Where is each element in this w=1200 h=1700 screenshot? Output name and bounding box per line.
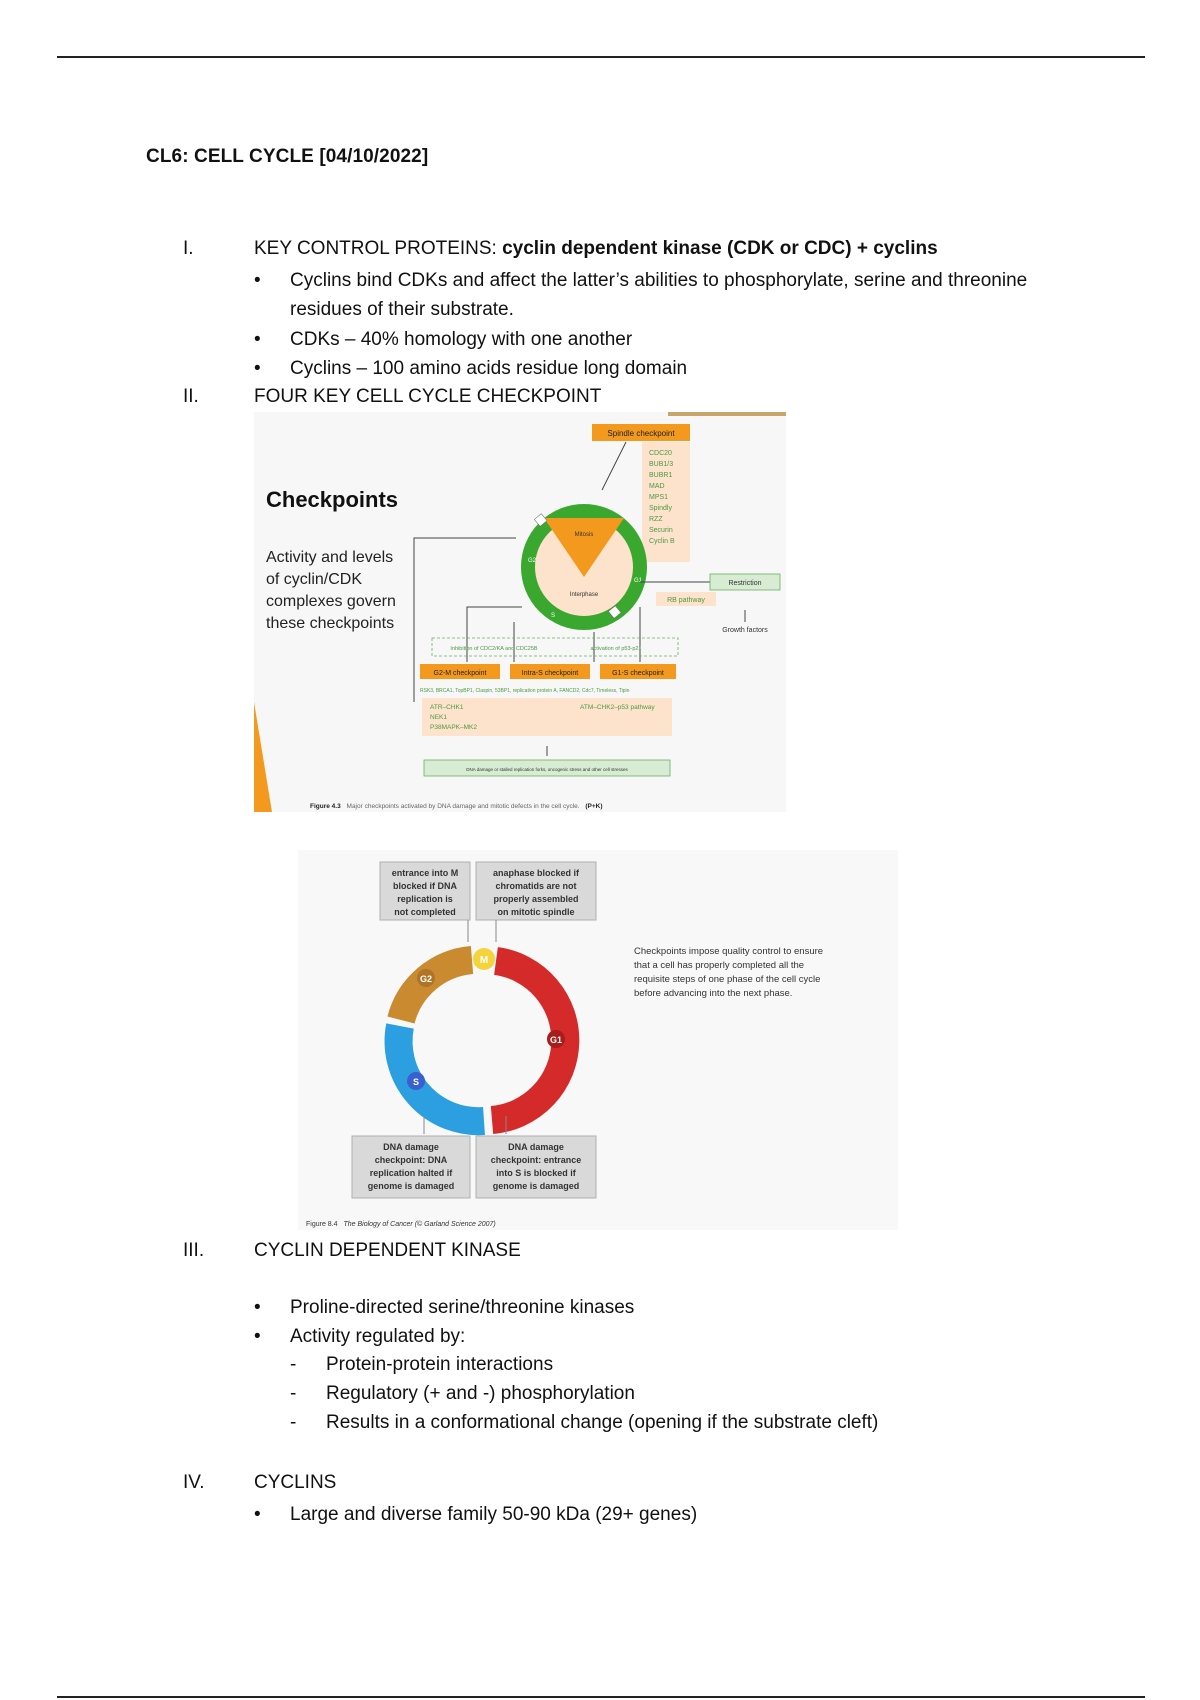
- subitem-text: Results in a conformational change (opening if the substrate cleft): [326, 1412, 879, 1433]
- section-1-heading-prefix: KEY CONTROL PROTEINS:: [254, 238, 503, 259]
- side-note-line-4: before advancing into the next phase.: [634, 988, 793, 999]
- left-pathway-line-1: ATR–CHK1: [430, 704, 464, 711]
- ring-phase-g2: G2: [528, 558, 537, 564]
- cell-cycle-checkpoint-figure: [298, 850, 898, 1230]
- subitem-text: Regulatory (+ and -) phosphorylation: [326, 1383, 635, 1404]
- side-note-line-1: Checkpoints impose quality control to ensure: [634, 946, 824, 957]
- fig2-caption: The Biology of Cancer (© Garland Science 2007): [343, 1221, 496, 1228]
- bullet-dot: •: [254, 1504, 261, 1525]
- bottom-rule: [57, 1696, 1145, 1698]
- section-1-heading-bold: cyclin dependent kinase (CDK or CDC) + cyclins: [502, 238, 938, 259]
- bullet-text: CDKs – 40% homology with one another: [290, 329, 633, 350]
- section-1-bullet-1: [254, 266, 1028, 326]
- subitem-text: Protein-protein interactions: [326, 1354, 554, 1375]
- box-entrance-s-line-1: DNA damage: [508, 1142, 564, 1152]
- box-replication-line-1: DNA damage: [383, 1142, 439, 1152]
- svg-text:Figure 4.3 Major checkpoin: [310, 803, 603, 810]
- section-4-heading: CYCLINS: [254, 1472, 337, 1493]
- side-note-line-3: requisite steps of one phase of the cell cycle: [634, 974, 821, 985]
- bullet-text: Cyclins bind CDKs and affect the latter’s abilities to phosphorylate, serine and threonine residues of their substrate.: [290, 270, 1028, 320]
- subitem-dash: -: [290, 1412, 297, 1433]
- spindle-protein-4: MAD: [649, 483, 665, 490]
- box-entrance-s-line-3: into S is blocked if: [496, 1168, 576, 1178]
- section-3-heading: CYCLIN DEPENDENT KINASE: [254, 1240, 521, 1261]
- left-pathway-line-3: P38MAPK–MK2: [430, 724, 477, 731]
- box-anaphase-line-2: chromatids are not: [495, 881, 577, 891]
- box-replication-line-2: checkpoint: DNA: [374, 1155, 448, 1165]
- box-entrance-s-line-2: checkpoint: entrance: [490, 1155, 582, 1165]
- dna-damage-label: DNA damage or stalled replication forks, oncogenic stress and other cell stresses: [466, 767, 628, 772]
- box-replication-line-3: replication halted if: [369, 1168, 453, 1178]
- side-note-line-2: that a cell has properly completed all the: [634, 960, 805, 971]
- spindle-checkpoint-label: Spindle checkpoint: [607, 429, 675, 438]
- rb-pathway-label: RB pathway: [667, 597, 705, 604]
- bullet-dot: •: [254, 358, 261, 379]
- restriction-label: Restriction: [728, 580, 762, 587]
- ring-phase-m: M: [580, 500, 585, 506]
- phase-s-label: S: [412, 1077, 420, 1087]
- activation-label: activation of p53-p21: [590, 646, 642, 652]
- bullet-dot: •: [254, 270, 261, 291]
- box-anaphase-line-3: properly assembled: [493, 894, 579, 904]
- spindle-protein-2: BUB1/3: [649, 461, 674, 468]
- fig1-desc-line-2: of cyclin/CDK: [266, 571, 363, 588]
- box-replication-line-4: genome is damaged: [367, 1181, 455, 1191]
- intra-s-checkpoint-label: Intra-S checkpoint: [521, 670, 579, 677]
- fig1-caption-prefix: Figure 4.3: [310, 803, 341, 810]
- phase-g2-label: G2: [419, 974, 433, 984]
- section-1-numeral: I.: [183, 238, 194, 259]
- box-entrance-s-line-4: genome is damaged: [492, 1181, 580, 1191]
- spindle-protein-9: Cyclin B: [649, 538, 675, 545]
- section-2-heading: FOUR KEY CELL CYCLE CHECKPOINT: [254, 386, 602, 407]
- left-pathway-line-2: NEK1: [430, 714, 447, 721]
- bullet-text: Proline-directed serine/threonine kinases: [290, 1297, 635, 1318]
- section-3-numeral: III.: [183, 1240, 205, 1261]
- g1s-checkpoint-label: G1-S checkpoint: [612, 670, 664, 677]
- phase-m-label: M: [479, 955, 489, 966]
- spindle-protein-3: BUBR1: [649, 472, 673, 479]
- box-entrance-line-2: blocked if DNA: [392, 881, 458, 891]
- spindle-protein-1: CDC20: [649, 450, 672, 457]
- fig1-desc-line-3: complexes govern: [266, 593, 396, 610]
- spindle-protein-5: MPS1: [649, 494, 669, 501]
- mitosis-label: Mitosis: [574, 532, 594, 538]
- bullet-dot: •: [254, 1297, 261, 1318]
- growth-factors-label: Growth factors: [722, 627, 768, 634]
- interphase-label: Interphase: [569, 592, 599, 598]
- fig2-caption-prefix: Figure 8.4: [306, 1221, 338, 1228]
- checkpoints-figure: [254, 412, 786, 812]
- section-1-heading: [254, 238, 938, 260]
- fig1-caption-suffix: (P+K): [585, 803, 603, 810]
- box-entrance-line-3: replication is: [397, 894, 453, 904]
- inhibition-label: Inhibition of CDC2/KA and CDC25B: [450, 646, 538, 652]
- ring-phase-s: S: [551, 613, 556, 619]
- bullet-text: Large and diverse family 50-90 kDa (29+ genes): [290, 1504, 698, 1525]
- document-title: CL6: CELL CYCLE [04/10/2022]: [146, 146, 429, 167]
- box-entrance-line-4: not completed: [394, 907, 456, 917]
- top-rule: [57, 56, 1145, 58]
- section-4-numeral: IV.: [183, 1472, 205, 1493]
- svg-text:Figure 8.4 The Biology of: [306, 1220, 496, 1228]
- subitem-dash: -: [290, 1354, 297, 1375]
- ring-phase-g1: G1: [634, 578, 643, 584]
- subitem-dash: -: [290, 1383, 297, 1404]
- phase-g1-label: G1: [549, 1035, 563, 1045]
- proteins-row-label: RSK3, BRCA1, TopBP1, Claspin, 53BP1, replication protein A, FANCD2, Cdc7, Timeless, Tipin: [420, 688, 630, 694]
- bullet-dot: •: [254, 329, 261, 350]
- bullet-dot: •: [254, 1326, 261, 1347]
- fig1-title: Checkpoints: [266, 487, 399, 512]
- bullet-text: Activity regulated by:: [290, 1326, 466, 1347]
- box-entrance-line-1: entrance into M: [391, 868, 459, 878]
- right-pathway-label: ATM–CHK2–p53 pathway: [580, 704, 655, 711]
- fig1-caption: Major checkpoints activated by DNA damage and mitotic defects in the cell cycle.: [346, 803, 580, 810]
- spindle-protein-8: Securin: [649, 527, 673, 534]
- fig1-desc-line-4: these checkpoints: [266, 615, 395, 632]
- g2m-checkpoint-label: G2-M checkpoint: [433, 670, 487, 677]
- box-anaphase-line-4: on mitotic spindle: [497, 907, 575, 917]
- fig1-desc-line-1: Activity and levels: [266, 549, 394, 566]
- box-anaphase-line-1: anaphase blocked if: [492, 868, 580, 878]
- spindle-protein-6: Spindly: [649, 505, 672, 512]
- spindle-protein-7: RZZ: [649, 516, 663, 523]
- section-2-numeral: II.: [183, 386, 199, 407]
- bullet-text: Cyclins – 100 amino acids residue long domain: [290, 358, 688, 379]
